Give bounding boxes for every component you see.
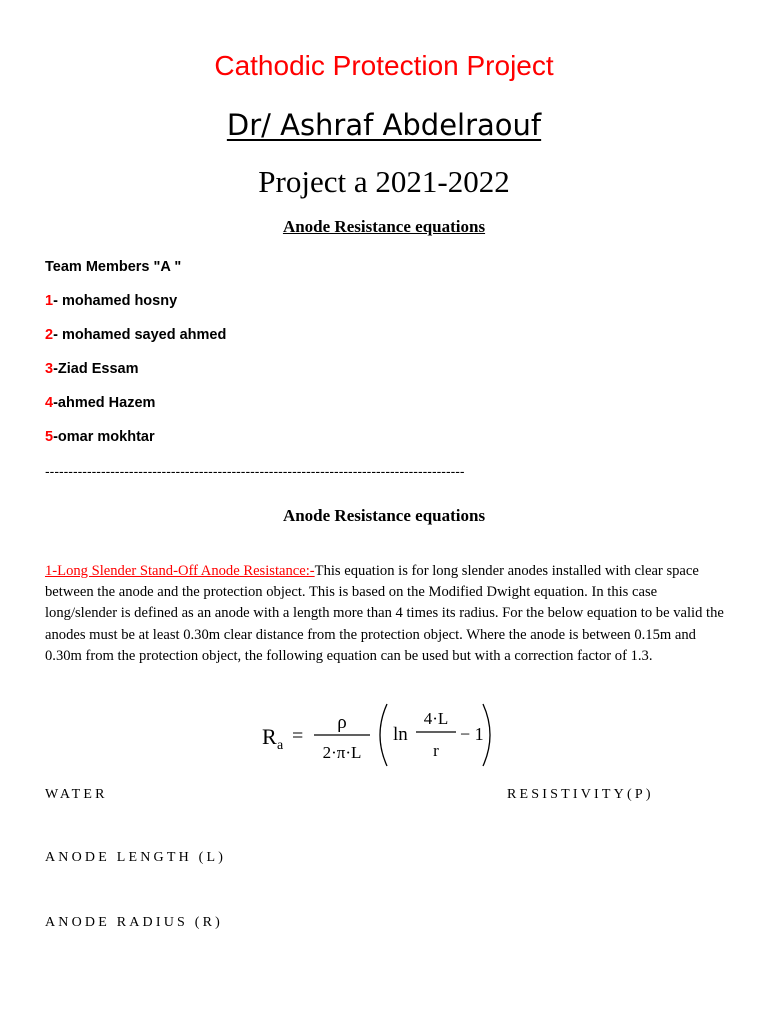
dashed-divider: ------------------------------------------------------------------------------------------ [45, 463, 465, 479]
member-name: mohamed sayed ahmed [61, 327, 227, 343]
formula-numerator: ρ [337, 712, 347, 733]
subtitle-text: Anode Resistance equations [282, 217, 486, 236]
document-title: Cathodic Protection Project [214, 50, 554, 81]
member-name: omar mokhtar [57, 429, 155, 445]
formula-minus-one: − 1 [460, 724, 484, 744]
paragraph-body: This equation is for long slender anodes installed with clear space between the anode and the protection object. This is based on the Modified Dwight equation. In this case long/slender is defined as an anode with a length more than 4 times its radius. For the below equation to be valid the anodes must be at least 0.30m clear distance from the protection object. Where the anode is between 0.15m and 0.30m from the protection object, the following equation can be used but with a correction factor of 1.3. [45, 563, 724, 664]
team-member [45, 361, 139, 377]
member-number: 2 [45, 327, 54, 343]
formula-denominator: 2·π·L [322, 743, 362, 762]
paragraph-lead: 1-Long Slender Stand-Off Anode Resistance:- [45, 563, 315, 579]
subtitle [0, 217, 768, 237]
formula-lhs-sub: a [277, 738, 284, 753]
member-separator: - [53, 429, 58, 445]
label-water: WATER [45, 787, 108, 802]
member-number: 4 [45, 395, 54, 411]
author-text: Dr/ Ashraf Abdelraouf [226, 108, 542, 142]
inner-denominator: r [433, 741, 439, 760]
team-member [45, 395, 155, 411]
member-name: mohamed hosny [61, 293, 178, 309]
member-number: 3 [45, 361, 54, 377]
member-separator: - [53, 361, 58, 377]
member-number: 5 [45, 429, 54, 445]
formula-ln: ln [393, 724, 408, 745]
section-title: Anode Resistance equations [282, 506, 486, 525]
label-anode-radius: ANODE RADIUS (R) [45, 915, 223, 930]
right-paren [483, 704, 490, 766]
team-member [45, 327, 226, 343]
label-resistivity: RESISTIVITY(P) [507, 787, 654, 802]
formula-lhs: R [262, 724, 277, 749]
member-separator: - [53, 327, 62, 343]
member-name: Ziad Essam [57, 361, 139, 377]
author-name [0, 108, 768, 142]
team-heading: Team Members "A " [45, 259, 182, 275]
team-member [45, 429, 155, 445]
label-anode-length: ANODE LENGTH (L) [45, 850, 227, 865]
left-paren [380, 704, 387, 766]
member-separator: - [53, 395, 58, 411]
member-separator: - [53, 293, 62, 309]
project-heading: Project a 2021-2022 [258, 164, 510, 199]
section-paragraph [45, 561, 725, 667]
inner-numerator: 4·L [423, 709, 449, 728]
member-number: 1 [45, 293, 54, 309]
resistance-formula [260, 700, 500, 770]
member-name: ahmed Hazem [57, 395, 156, 411]
team-member [45, 293, 177, 309]
formula-equals: = [292, 725, 304, 747]
